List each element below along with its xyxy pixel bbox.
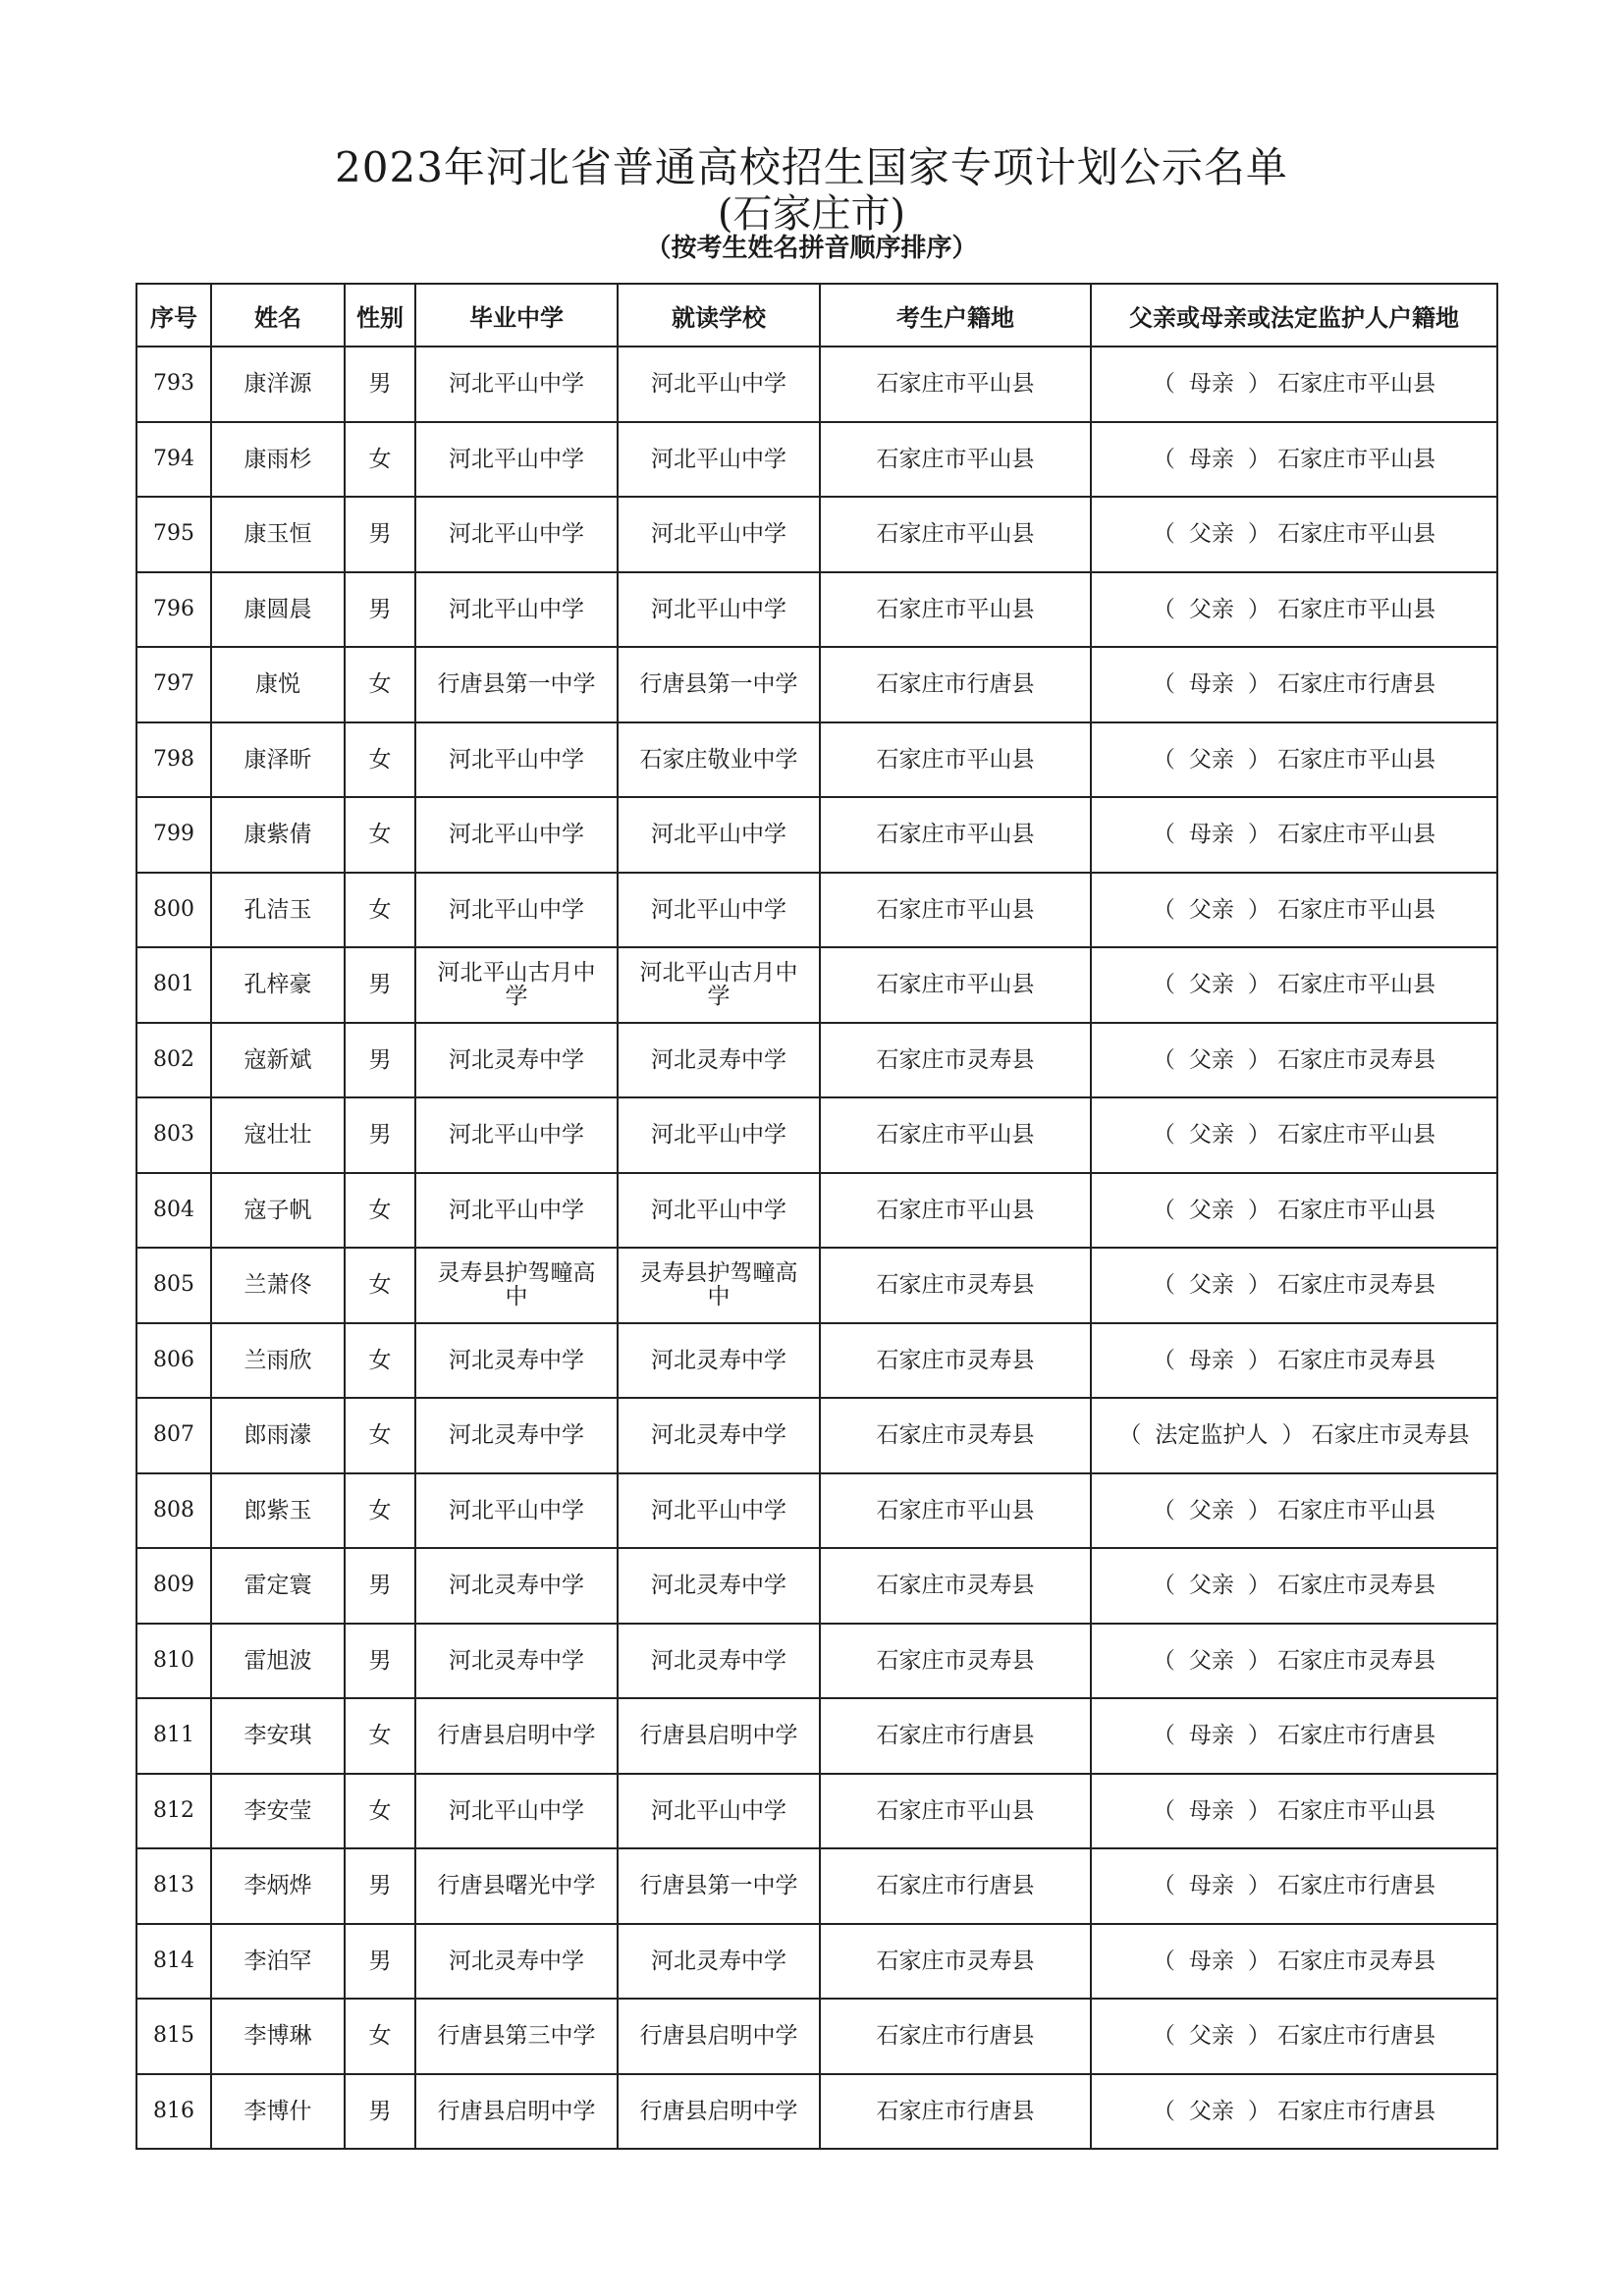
guardian-relation: 父亲 bbox=[1188, 596, 1234, 622]
cell-graduation-school: 河北平山中学 bbox=[415, 1774, 618, 1849]
cell-seq: 795 bbox=[136, 497, 211, 572]
cell-home-registration: 石家庄市平山县 bbox=[820, 1473, 1091, 1549]
cell-seq: 794 bbox=[136, 422, 211, 498]
cell-gender: 男 bbox=[345, 1848, 415, 1924]
table-row bbox=[136, 1248, 1497, 1323]
cell-current-school: 河北灵寿中学 bbox=[618, 1924, 820, 2000]
cell-name: 康悦 bbox=[211, 647, 345, 722]
cell-guardian-registration: （ 父亲 ） 石家庄市平山县 bbox=[1091, 497, 1497, 572]
cell-guardian-registration: （ 父亲 ） 石家庄市行唐县 bbox=[1091, 1999, 1497, 2074]
cell-name: 李炳烨 bbox=[211, 1848, 345, 1924]
cell-home-registration: 石家庄市灵寿县 bbox=[820, 1248, 1091, 1323]
cell-name: 康洋源 bbox=[211, 347, 345, 422]
cell-gender: 男 bbox=[345, 1548, 415, 1624]
guardian-home: 石家庄市平山县 bbox=[1277, 822, 1436, 848]
cell-graduation-school: 行唐县启明中学 bbox=[415, 1698, 618, 1774]
cell-seq: 815 bbox=[136, 1999, 211, 2074]
cell-home-registration: 石家庄市平山县 bbox=[820, 572, 1091, 648]
guardian-relation: 母亲 bbox=[1188, 1948, 1234, 1974]
cell-home-registration: 石家庄市平山县 bbox=[820, 947, 1091, 1023]
cell-current-school: 河北平山中学 bbox=[618, 1473, 820, 1549]
header-current-school: 就读学校 bbox=[618, 284, 820, 347]
table-row bbox=[136, 1548, 1497, 1624]
cell-home-registration: 石家庄市灵寿县 bbox=[820, 1924, 1091, 2000]
table-row bbox=[136, 1999, 1497, 2074]
guardian-relation: 父亲 bbox=[1188, 1197, 1234, 1223]
cell-guardian-registration: （ 父亲 ） 石家庄市灵寿县 bbox=[1091, 1248, 1497, 1323]
city-subtitle: (石家庄市) bbox=[717, 191, 906, 237]
cell-guardian-registration: （ 母亲 ） 石家庄市平山县 bbox=[1091, 1774, 1497, 1849]
cell-graduation-school: 行唐县第三中学 bbox=[415, 1999, 618, 2074]
guardian-relation: 父亲 bbox=[1188, 746, 1234, 773]
cell-guardian-registration: （ 父亲 ） 石家庄市灵寿县 bbox=[1091, 1023, 1497, 1098]
cell-graduation-school: 河北平山中学 bbox=[415, 797, 618, 873]
header-home-registration: 考生户籍地 bbox=[820, 284, 1091, 347]
cell-name: 郎紫玉 bbox=[211, 1473, 345, 1549]
cell-graduation-school: 河北灵寿中学 bbox=[415, 1624, 618, 1699]
cell-current-school: 行唐县启明中学 bbox=[618, 1698, 820, 1774]
cell-graduation-school: 河北平山中学 bbox=[415, 722, 618, 798]
cell-gender: 女 bbox=[345, 1999, 415, 2074]
cell-seq: 816 bbox=[136, 2074, 211, 2150]
cell-name: 李安莹 bbox=[211, 1774, 345, 1849]
table-row bbox=[136, 572, 1497, 648]
cell-name: 雷旭波 bbox=[211, 1624, 345, 1699]
cell-current-school: 行唐县第一中学 bbox=[618, 1848, 820, 1924]
guardian-relation: 母亲 bbox=[1188, 1347, 1234, 1373]
guardian-relation: 法定监护人 bbox=[1155, 1422, 1269, 1449]
guardian-relation: 父亲 bbox=[1188, 896, 1234, 923]
cell-home-registration: 石家庄市平山县 bbox=[820, 722, 1091, 798]
guardian-home: 石家庄市行唐县 bbox=[1277, 1723, 1436, 1749]
cell-home-registration: 石家庄市平山县 bbox=[820, 497, 1091, 572]
cell-name: 康玉恒 bbox=[211, 497, 345, 572]
cell-current-school: 河北平山中学 bbox=[618, 497, 820, 572]
table-row bbox=[136, 1624, 1497, 1699]
roster-table bbox=[135, 283, 1498, 2150]
table-row bbox=[136, 347, 1497, 422]
cell-graduation-school: 河北灵寿中学 bbox=[415, 1023, 618, 1098]
cell-graduation-school: 河北平山中学 bbox=[415, 572, 618, 648]
cell-gender: 女 bbox=[345, 873, 415, 948]
guardian-home: 石家庄市灵寿县 bbox=[1277, 1046, 1436, 1073]
cell-gender: 男 bbox=[345, 2074, 415, 2150]
guardian-home: 石家庄市灵寿县 bbox=[1277, 1948, 1436, 1974]
cell-gender: 女 bbox=[345, 1473, 415, 1549]
cell-name: 李安琪 bbox=[211, 1698, 345, 1774]
cell-graduation-school: 河北平山中学 bbox=[415, 1097, 618, 1173]
guardian-relation: 母亲 bbox=[1188, 1723, 1234, 1749]
cell-seq: 798 bbox=[136, 722, 211, 798]
cell-current-school: 灵寿县护驾疃高中 bbox=[618, 1248, 820, 1323]
cell-current-school: 行唐县第一中学 bbox=[618, 647, 820, 722]
cell-gender: 男 bbox=[345, 497, 415, 572]
guardian-relation: 父亲 bbox=[1188, 1497, 1234, 1523]
cell-name: 康紫倩 bbox=[211, 797, 345, 873]
guardian-home: 石家庄市平山县 bbox=[1277, 1797, 1436, 1824]
cell-guardian-registration: （ 母亲 ） 石家庄市行唐县 bbox=[1091, 1698, 1497, 1774]
cell-graduation-school: 河北平山中学 bbox=[415, 1173, 618, 1249]
cell-home-registration: 石家庄市行唐县 bbox=[820, 647, 1091, 722]
guardian-home: 石家庄市平山县 bbox=[1277, 972, 1436, 998]
cell-gender: 女 bbox=[345, 1398, 415, 1473]
cell-home-registration: 石家庄市行唐县 bbox=[820, 1698, 1091, 1774]
cell-guardian-registration: （ 父亲 ） 石家庄市行唐县 bbox=[1091, 2074, 1497, 2150]
table-row bbox=[136, 1774, 1497, 1849]
guardian-relation: 父亲 bbox=[1188, 1122, 1234, 1148]
guardian-home: 石家庄市行唐县 bbox=[1277, 671, 1436, 698]
cell-gender: 男 bbox=[345, 572, 415, 648]
cell-name: 寇子帆 bbox=[211, 1173, 345, 1249]
guardian-home: 石家庄市行唐县 bbox=[1277, 1873, 1436, 1899]
cell-graduation-school: 河北灵寿中学 bbox=[415, 1323, 618, 1399]
cell-gender: 男 bbox=[345, 947, 415, 1023]
cell-graduation-school: 行唐县曙光中学 bbox=[415, 1848, 618, 1924]
cell-gender: 女 bbox=[345, 1173, 415, 1249]
cell-home-registration: 石家庄市平山县 bbox=[820, 347, 1091, 422]
cell-current-school: 河北平山中学 bbox=[618, 1097, 820, 1173]
table-row bbox=[136, 947, 1497, 1023]
cell-graduation-school: 河北平山古月中学 bbox=[415, 947, 618, 1023]
cell-seq: 797 bbox=[136, 647, 211, 722]
cell-guardian-registration: （ 父亲 ） 石家庄市灵寿县 bbox=[1091, 1624, 1497, 1699]
cell-gender: 男 bbox=[345, 1023, 415, 1098]
cell-name: 孔洁玉 bbox=[211, 873, 345, 948]
cell-current-school: 河北灵寿中学 bbox=[618, 1023, 820, 1098]
guardian-relation: 母亲 bbox=[1188, 446, 1234, 472]
cell-name: 康泽昕 bbox=[211, 722, 345, 798]
cell-name: 李博什 bbox=[211, 2074, 345, 2150]
cell-home-registration: 石家庄市平山县 bbox=[820, 422, 1091, 498]
cell-name: 李泊罕 bbox=[211, 1924, 345, 2000]
cell-guardian-registration: （ 母亲 ） 石家庄市灵寿县 bbox=[1091, 1924, 1497, 2000]
cell-guardian-registration: （ 母亲 ） 石家庄市平山县 bbox=[1091, 347, 1497, 422]
guardian-home: 石家庄市平山县 bbox=[1277, 596, 1436, 622]
guardian-relation: 父亲 bbox=[1188, 1647, 1234, 1674]
cell-guardian-registration: （ 母亲 ） 石家庄市行唐县 bbox=[1091, 1848, 1497, 1924]
cell-graduation-school: 河北灵寿中学 bbox=[415, 1398, 618, 1473]
cell-graduation-school: 河北平山中学 bbox=[415, 1473, 618, 1549]
guardian-home: 石家庄市平山县 bbox=[1277, 1122, 1436, 1148]
cell-home-registration: 石家庄市行唐县 bbox=[820, 2074, 1091, 2150]
cell-graduation-school: 河北平山中学 bbox=[415, 873, 618, 948]
cell-gender: 男 bbox=[345, 1097, 415, 1173]
table-row bbox=[136, 647, 1497, 722]
cell-current-school: 河北灵寿中学 bbox=[618, 1323, 820, 1399]
header-seq: 序号 bbox=[136, 284, 211, 347]
table-row bbox=[136, 1097, 1497, 1173]
cell-guardian-registration: （ 父亲 ） 石家庄市平山县 bbox=[1091, 572, 1497, 648]
cell-guardian-registration: （ 母亲 ） 石家庄市灵寿县 bbox=[1091, 1323, 1497, 1399]
cell-current-school: 河北平山中学 bbox=[618, 873, 820, 948]
guardian-relation: 父亲 bbox=[1188, 1272, 1234, 1299]
cell-home-registration: 石家庄市平山县 bbox=[820, 797, 1091, 873]
table-header-row bbox=[136, 284, 1497, 347]
cell-gender: 女 bbox=[345, 647, 415, 722]
guardian-home: 石家庄市灵寿县 bbox=[1311, 1422, 1470, 1449]
guardian-home: 石家庄市平山县 bbox=[1277, 521, 1436, 548]
guardian-relation: 父亲 bbox=[1188, 521, 1234, 548]
cell-name: 康圆晨 bbox=[211, 572, 345, 648]
cell-name: 李博琳 bbox=[211, 1999, 345, 2074]
guardian-relation: 母亲 bbox=[1188, 1873, 1234, 1899]
cell-name: 兰萧佟 bbox=[211, 1248, 345, 1323]
guardian-home: 石家庄市行唐县 bbox=[1277, 2098, 1436, 2124]
cell-current-school: 河北平山中学 bbox=[618, 1774, 820, 1849]
cell-home-registration: 石家庄市行唐县 bbox=[820, 1848, 1091, 1924]
cell-home-registration: 石家庄市平山县 bbox=[820, 1774, 1091, 1849]
guardian-relation: 父亲 bbox=[1188, 1046, 1234, 1073]
guardian-relation: 母亲 bbox=[1188, 1797, 1234, 1824]
cell-gender: 男 bbox=[345, 1924, 415, 2000]
cell-graduation-school: 河北平山中学 bbox=[415, 347, 618, 422]
cell-gender: 女 bbox=[345, 422, 415, 498]
cell-name: 兰雨欣 bbox=[211, 1323, 345, 1399]
header-gender: 性别 bbox=[345, 284, 415, 347]
table-row bbox=[136, 1323, 1497, 1399]
header-name: 姓名 bbox=[211, 284, 345, 347]
guardian-home: 石家庄市行唐县 bbox=[1277, 2023, 1436, 2050]
cell-seq: 811 bbox=[136, 1698, 211, 1774]
cell-seq: 802 bbox=[136, 1023, 211, 1098]
cell-guardian-registration: （ 父亲 ） 石家庄市灵寿县 bbox=[1091, 1548, 1497, 1624]
cell-current-school: 河北灵寿中学 bbox=[618, 1548, 820, 1624]
cell-guardian-registration: （ 父亲 ） 石家庄市平山县 bbox=[1091, 947, 1497, 1023]
guardian-home: 石家庄市平山县 bbox=[1277, 1497, 1436, 1523]
guardian-relation: 父亲 bbox=[1188, 2023, 1234, 2050]
cell-seq: 812 bbox=[136, 1774, 211, 1849]
cell-home-registration: 石家庄市灵寿县 bbox=[820, 1323, 1091, 1399]
cell-current-school: 河北平山中学 bbox=[618, 797, 820, 873]
cell-seq: 793 bbox=[136, 347, 211, 422]
guardian-home: 石家庄市灵寿县 bbox=[1277, 1647, 1436, 1674]
sort-note: （按考生姓名拼音顺序排序） bbox=[645, 234, 978, 263]
table-row bbox=[136, 1848, 1497, 1924]
cell-gender: 女 bbox=[345, 1774, 415, 1849]
cell-guardian-registration: （ 母亲 ） 石家庄市行唐县 bbox=[1091, 647, 1497, 722]
cell-current-school: 河北灵寿中学 bbox=[618, 1624, 820, 1699]
cell-name: 康雨杉 bbox=[211, 422, 345, 498]
cell-gender: 男 bbox=[345, 347, 415, 422]
table-row bbox=[136, 1023, 1497, 1098]
cell-graduation-school: 河北灵寿中学 bbox=[415, 1548, 618, 1624]
cell-current-school: 石家庄敬业中学 bbox=[618, 722, 820, 798]
cell-home-registration: 石家庄市灵寿县 bbox=[820, 1624, 1091, 1699]
guardian-home: 石家庄市平山县 bbox=[1277, 896, 1436, 923]
cell-current-school: 河北平山中学 bbox=[618, 572, 820, 648]
cell-gender: 女 bbox=[345, 1323, 415, 1399]
table-row bbox=[136, 1398, 1497, 1473]
cell-current-school: 河北平山中学 bbox=[618, 1173, 820, 1249]
cell-graduation-school: 河北平山中学 bbox=[415, 422, 618, 498]
cell-seq: 796 bbox=[136, 572, 211, 648]
cell-guardian-registration: （ 父亲 ） 石家庄市平山县 bbox=[1091, 1173, 1497, 1249]
cell-name: 寇新斌 bbox=[211, 1023, 345, 1098]
guardian-relation: 母亲 bbox=[1188, 671, 1234, 698]
table-row bbox=[136, 1924, 1497, 2000]
guardian-home: 石家庄市灵寿县 bbox=[1277, 1573, 1436, 1599]
cell-graduation-school: 灵寿县护驾疃高中 bbox=[415, 1248, 618, 1323]
guardian-home: 石家庄市平山县 bbox=[1277, 746, 1436, 773]
cell-name: 郎雨濛 bbox=[211, 1398, 345, 1473]
cell-current-school: 行唐县启明中学 bbox=[618, 2074, 820, 2150]
cell-seq: 807 bbox=[136, 1398, 211, 1473]
cell-current-school: 河北平山古月中学 bbox=[618, 947, 820, 1023]
cell-gender: 女 bbox=[345, 797, 415, 873]
cell-home-registration: 石家庄市平山县 bbox=[820, 1097, 1091, 1173]
cell-home-registration: 石家庄市灵寿县 bbox=[820, 1023, 1091, 1098]
cell-home-registration: 石家庄市灵寿县 bbox=[820, 1548, 1091, 1624]
cell-graduation-school: 行唐县第一中学 bbox=[415, 647, 618, 722]
cell-seq: 809 bbox=[136, 1548, 211, 1624]
cell-home-registration: 石家庄市行唐县 bbox=[820, 1999, 1091, 2074]
table-row bbox=[136, 873, 1497, 948]
table-row bbox=[136, 1473, 1497, 1549]
table-row bbox=[136, 797, 1497, 873]
table-row bbox=[136, 1698, 1497, 1774]
cell-gender: 女 bbox=[345, 1698, 415, 1774]
header-graduation-school: 毕业中学 bbox=[415, 284, 618, 347]
cell-name: 雷定寰 bbox=[211, 1548, 345, 1624]
cell-seq: 814 bbox=[136, 1924, 211, 2000]
cell-guardian-registration: （ 父亲 ） 石家庄市平山县 bbox=[1091, 722, 1497, 798]
cell-seq: 805 bbox=[136, 1248, 211, 1323]
cell-home-registration: 石家庄市平山县 bbox=[820, 1173, 1091, 1249]
cell-name: 孔梓豪 bbox=[211, 947, 345, 1023]
cell-seq: 804 bbox=[136, 1173, 211, 1249]
cell-seq: 800 bbox=[136, 873, 211, 948]
cell-seq: 806 bbox=[136, 1323, 211, 1399]
cell-current-school: 河北平山中学 bbox=[618, 422, 820, 498]
guardian-relation: 母亲 bbox=[1188, 371, 1234, 398]
guardian-home: 石家庄市灵寿县 bbox=[1277, 1347, 1436, 1373]
cell-graduation-school: 河北灵寿中学 bbox=[415, 1924, 618, 2000]
cell-seq: 813 bbox=[136, 1848, 211, 1924]
cell-current-school: 行唐县启明中学 bbox=[618, 1999, 820, 2074]
cell-gender: 女 bbox=[345, 1248, 415, 1323]
cell-home-registration: 石家庄市平山县 bbox=[820, 873, 1091, 948]
cell-gender: 女 bbox=[345, 722, 415, 798]
table-row bbox=[136, 2074, 1497, 2150]
cell-seq: 808 bbox=[136, 1473, 211, 1549]
guardian-relation: 母亲 bbox=[1188, 822, 1234, 848]
cell-current-school: 河北平山中学 bbox=[618, 347, 820, 422]
cell-guardian-registration: （ 父亲 ） 石家庄市平山县 bbox=[1091, 1097, 1497, 1173]
cell-seq: 810 bbox=[136, 1624, 211, 1699]
cell-graduation-school: 河北平山中学 bbox=[415, 497, 618, 572]
cell-guardian-registration: （ 父亲 ） 石家庄市平山县 bbox=[1091, 873, 1497, 948]
cell-guardian-registration: （ 法定监护人 ） 石家庄市灵寿县 bbox=[1091, 1398, 1497, 1473]
cell-seq: 799 bbox=[136, 797, 211, 873]
table-row bbox=[136, 1173, 1497, 1249]
guardian-home: 石家庄市平山县 bbox=[1277, 371, 1436, 398]
cell-guardian-registration: （ 母亲 ） 石家庄市平山县 bbox=[1091, 797, 1497, 873]
cell-seq: 801 bbox=[136, 947, 211, 1023]
table-row bbox=[136, 722, 1497, 798]
table-row bbox=[136, 497, 1497, 572]
guardian-relation: 父亲 bbox=[1188, 1573, 1234, 1599]
cell-home-registration: 石家庄市灵寿县 bbox=[820, 1398, 1091, 1473]
guardian-home: 石家庄市灵寿县 bbox=[1277, 1272, 1436, 1299]
guardian-home: 石家庄市平山县 bbox=[1277, 446, 1436, 472]
page-title: 2023年河北省普通高校招生国家专项计划公示名单 bbox=[335, 143, 1288, 191]
cell-seq: 803 bbox=[136, 1097, 211, 1173]
cell-guardian-registration: （ 母亲 ） 石家庄市平山县 bbox=[1091, 422, 1497, 498]
cell-name: 寇壮壮 bbox=[211, 1097, 345, 1173]
header-guardian-registration: 父亲或母亲或法定监护人户籍地 bbox=[1091, 284, 1497, 347]
cell-guardian-registration: （ 父亲 ） 石家庄市平山县 bbox=[1091, 1473, 1497, 1549]
cell-gender: 男 bbox=[345, 1624, 415, 1699]
table-row bbox=[136, 422, 1497, 498]
cell-current-school: 河北灵寿中学 bbox=[618, 1398, 820, 1473]
guardian-home: 石家庄市平山县 bbox=[1277, 1197, 1436, 1223]
guardian-relation: 父亲 bbox=[1188, 972, 1234, 998]
cell-graduation-school: 行唐县启明中学 bbox=[415, 2074, 618, 2150]
guardian-relation: 父亲 bbox=[1188, 2098, 1234, 2124]
